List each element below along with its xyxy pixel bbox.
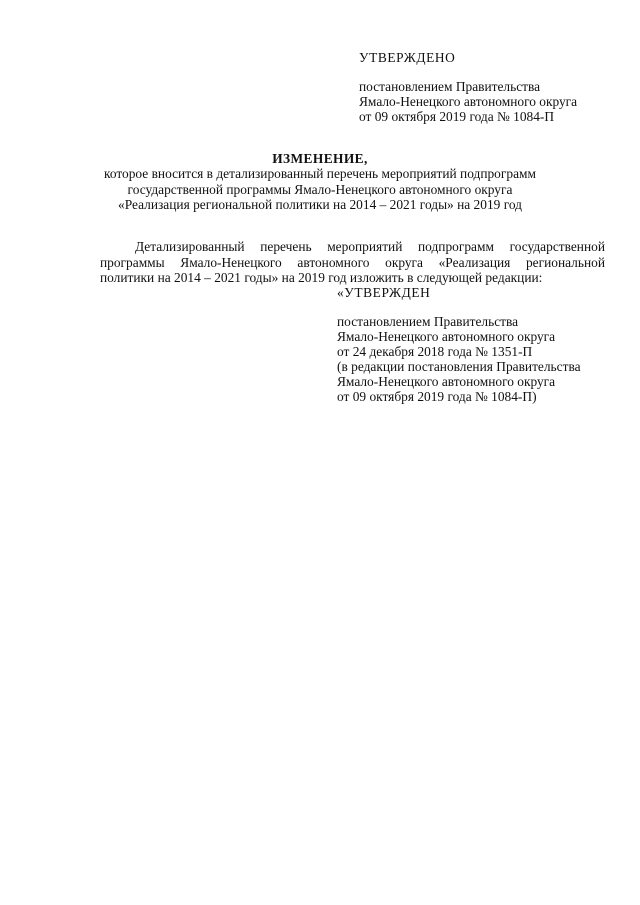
title-subline: которое вносится в детализированный перечень мероприятий подпрограмм	[104, 166, 536, 181]
title-subline: «Реализация региональной политики на 2014 – 2021 годы» на 2019 год	[118, 197, 522, 212]
title-subline: государственной программы Ямало-Ненецкого автономного округа	[127, 182, 513, 197]
document-title: ИЗМЕНЕНИЕ,	[272, 151, 368, 166]
quoted-approval-line: от 24 декабря 2018 года № 1351-П	[337, 344, 533, 359]
quoted-approval-line: (в редакции постановления Правительства	[337, 359, 581, 374]
paragraph-line: Детализированный перечень мероприятий подпрограмм государственной	[135, 239, 605, 254]
quoted-approval-line: Ямало-Ненецкого автономного округа	[337, 329, 556, 344]
quoted-approval-heading: «УТВЕРЖДЕН	[337, 285, 431, 300]
quoted-approval-line: от 09 октября 2019 года № 1084-П)	[337, 389, 537, 404]
approval-line: Ямало-Ненецкого автономного округа	[359, 94, 578, 109]
paragraph-line: программы Ямало-Ненецкого автономного округа «Реализация региональной	[100, 255, 605, 270]
paragraph-line: политики на 2014 – 2021 годы» на 2019 год изложить в следующей редакции:	[100, 270, 543, 285]
approval-line: от 09 октября 2019 года № 1084-П	[359, 109, 555, 124]
approval-heading: УТВЕРЖДЕНО	[359, 50, 456, 65]
approval-line: постановлением Правительства	[359, 79, 541, 94]
quoted-approval-line: постановлением Правительства	[337, 314, 519, 329]
quoted-approval-line: Ямало-Ненецкого автономного округа	[337, 374, 556, 389]
